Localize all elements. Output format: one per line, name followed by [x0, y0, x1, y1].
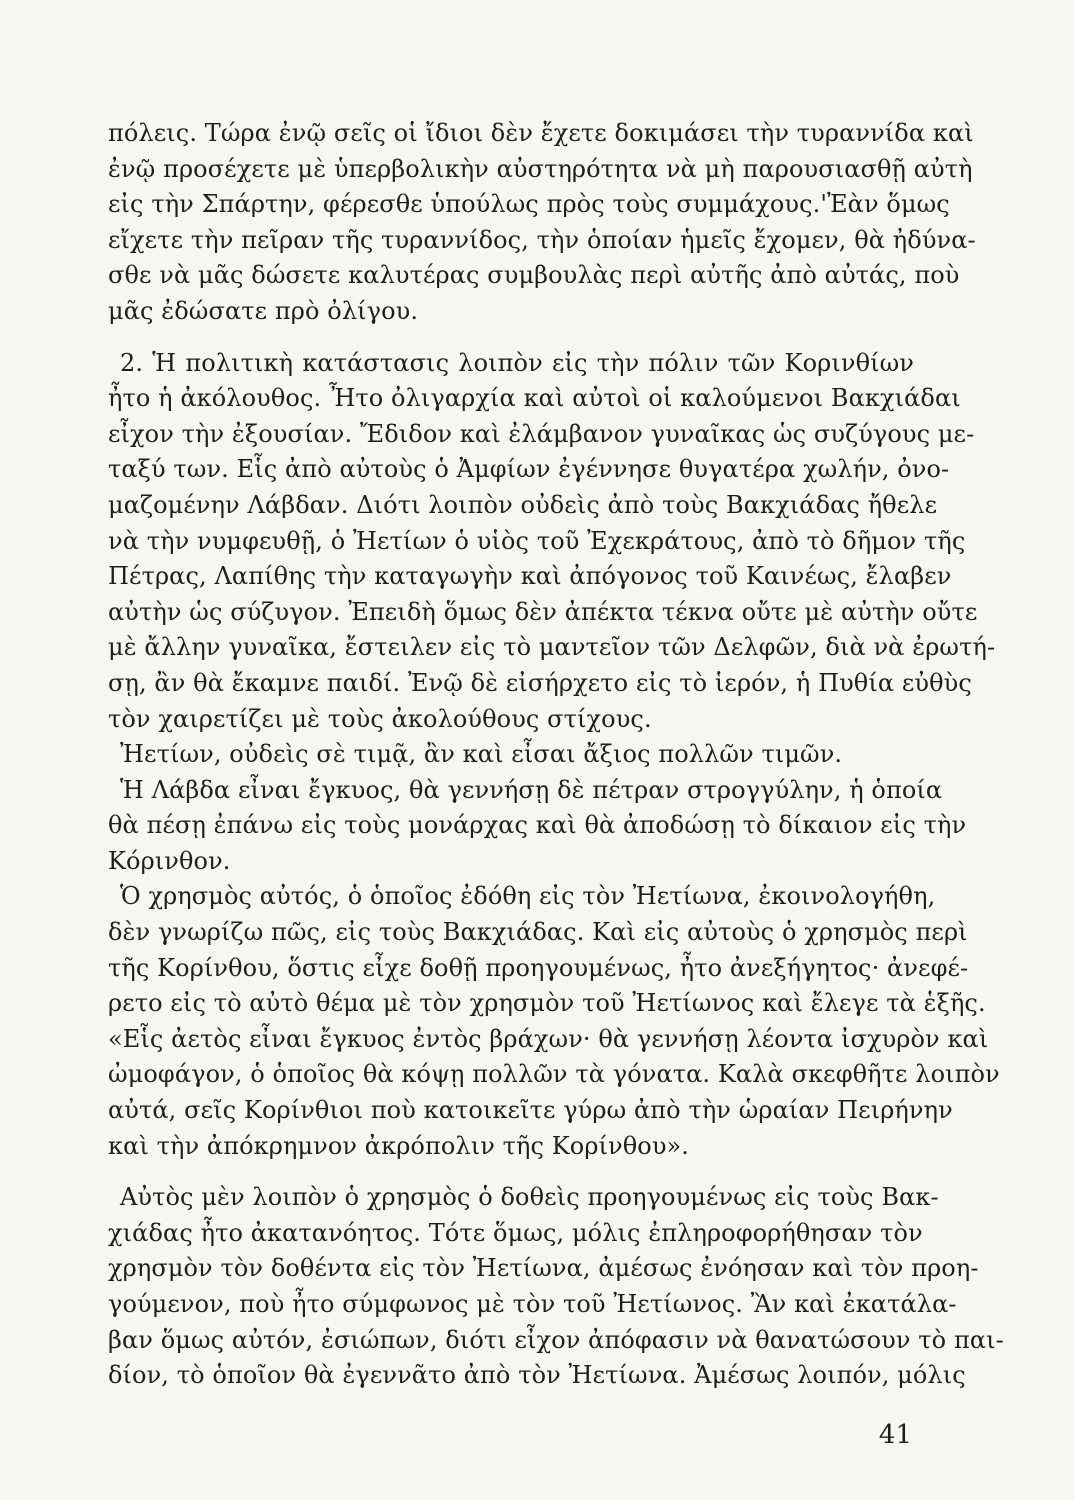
text-line: μὲ ἄλλην γυναῖκα, ἔστειλεν εἰς τὸ μαντεῖον τῶν Δελφῶν, διὰ νὰ ἐρωτή- — [108, 633, 996, 662]
text-line: καὶ τὴν ἀπόκρημνον ἀκρόπολιν τῆς Κορίνθου». — [108, 1131, 690, 1160]
text-line: Ὁ χρησμὸς αὐτός, ὁ ὁποῖος ἐδόθη εἰς τὸν Ἠετίωνα, ἐκοινολογήθη, — [120, 882, 936, 911]
text-line: αὐτά, σεῖς Κορίνθιοι ποὺ κατοικεῖτε γύρω ἀπὸ τὴν ὡραίαν Πειρήνην — [108, 1096, 953, 1125]
text-line: Αὐτὸς μὲν λοιπὸν ὁ χρησμὸς ὁ δοθεὶς προηγουμένως εἰς τοὺς Βακ- — [120, 1183, 939, 1212]
body-text — [108, 116, 1004, 1394]
text-line: τῆς Κορίνθου, ὅστις εἶχε δοθῇ προηγουμένως, ἦτο ἀνεξήγητος· ἀνεφέ- — [108, 953, 969, 982]
text-line: νὰ τὴν νυμφευθῇ, ὁ Ἠετίων ὁ υἱὸς τοῦ Ἐχεκράτους, ἀπὸ τὸ δῆμον τῆς — [108, 526, 966, 555]
paragraph-gap — [108, 1164, 914, 1180]
text-line: ὠμοφάγον, ὁ ὁποῖος θὰ κόψῃ πολλῶν τὰ γόνατα. Καλὰ σκεφθῆτε λοιπὸν — [108, 1060, 1000, 1089]
text-line: «Εἷς ἀετὸς εἶναι ἔγκυος ἐντὸς βράχων· θὰ γεννήσῃ λέοντα ἰσχυρὸν καὶ — [108, 1024, 989, 1053]
text-line: εἴχετε τὴν πεῖραν τῆς τυραννίδος, τὴν ὁποίαν ἡμεῖς ἔχομεν, θὰ ἠδύνα- — [108, 225, 976, 254]
text-line: μαζομένην Λάβδαν. Διότι λοιπὸν οὐδεὶς ἀπὸ τοὺς Βακχιάδας ἤθελε — [108, 490, 938, 519]
oracle-verse: Κόρινθον. — [108, 846, 231, 875]
text-line: εἶχον τὴν ἐξουσίαν. Ἔδιδον καὶ ἐλάμβανον γυναῖκας ὡς συζύγους με- — [108, 419, 975, 448]
text-line: σῃ, ἂν θὰ ἔκαμνε παιδί. Ἐνῷ δὲ εἰσήρχετο εἰς τὸ ἱερόν, ἡ Πυθία εὐθὺς — [108, 668, 972, 697]
text-line: πόλεις. Τώρα ἐνῷ σεῖς οἱ ἴδιοι δὲν ἔχετε δοκιμάσει τὴν τυραννίδα καὶ — [108, 119, 974, 147]
text-line: μᾶς ἐδώσατε πρὸ ὀλίγου. — [108, 296, 419, 325]
text-line: ἐνῷ προσέχετε μὲ ὑπερβολικὴν αὐστηρότητα νὰ μὴ παρουσιασθῇ αὐτὴ — [108, 154, 973, 183]
page-number: 41 — [878, 1420, 912, 1450]
text-line: χιάδας ἦτο ἀκατανόητος. Τότε ὅμως, μόλις ἐπληροφορήθησαν τὸν — [108, 1218, 923, 1247]
text-line: ρετο εἰς τὸ αὐτὸ θέμα μὲ τὸν χρησμὸν τοῦ Ἠετίωνος καὶ ἔλεγε τὰ ἑξῆς. — [108, 989, 986, 1018]
text-line: αὐτὴν ὡς σύζυγον. Ἐπειδὴ ὅμως δὲν ἀπέκτα τέκνα οὔτε μὲ αὐτὴν οὔτε — [108, 597, 978, 626]
text-line: 2. Ἡ πολιτικὴ κατάστασις λοιπὸν εἰς τὴν πόλιν τῶν Κορινθίων — [120, 348, 914, 377]
text-line: βαν ὅμως αὐτόν, ἐσιώπων, διότι εἶχον ἀπόφασιν νὰ θανατώσουν τὸ παι- — [108, 1325, 1004, 1354]
text-line: σθε νὰ μᾶς δώσετε καλυτέρας συμβουλὰς περὶ αὐτῆς ἀπὸ αὐτάς, ποὺ — [108, 261, 960, 290]
text-line: γούμενον, ποὺ ἦτο σύμφωνος μὲ τὸν τοῦ Ἠετίωνος. Ἂν καὶ ἐκατάλα- — [108, 1290, 957, 1318]
text-line: δίον, τὸ ὁποῖον θὰ ἐγεννᾶτο ἀπὸ τὸν Ἠετίωνα. Ἀμέσως λοιπόν, μόλις — [108, 1361, 966, 1390]
text-line: εἰς τὴν Σπάρτην, φέρεσθε ὑπούλως πρὸς τοὺς συμμάχους.'Ἐὰν ὅμως — [108, 190, 950, 219]
text-line: ταξύ των. Εἷς ἀπὸ αὐτοὺς ὁ Ἀμφίων ἐγέννησε θυγατέρα χωλήν, ὀνο- — [108, 455, 950, 484]
oracle-verse: θὰ πέσῃ ἐπάνω εἰς τοὺς μονάρχας καὶ θὰ ἀποδώσῃ τὸ δίκαιον εἰς τὴν — [108, 811, 967, 840]
text-line: ἦτο ἡ ἀκόλουθος. Ἦτο ὀλιγαρχία καὶ αὐτοὶ οἱ καλούμενοι Βακχιάδαι — [108, 384, 961, 413]
oracle-verse: Ἡ Λάβδα εἶναι ἔγκυος, θὰ γεννήσῃ δὲ πέτραν στρογγύλην, ἡ ὁποία — [120, 775, 943, 804]
text-line: χρησμὸν τὸν δοθέντα εἰς τὸν Ἠετίωνα, ἀμέσως ἐνόησαν καὶ τὸν προη- — [108, 1254, 979, 1283]
paragraph-gap — [108, 330, 914, 346]
text-line: τὸν χαιρετίζει μὲ τοὺς ἀκολούθους στίχους. — [108, 704, 652, 733]
text-line: δὲν γνωρίζω πῶς, εἰς τοὺς Βακχιάδας. Καὶ εἰς αὐτοὺς ὁ χρησμὸς περὶ — [108, 918, 968, 947]
oracle-verse: Ἠετίων, οὐδεὶς σὲ τιμᾷ, ἂν καὶ εἶσαι ἄξιος πολλῶν τιμῶν. — [120, 740, 843, 769]
text-line: Πέτρας, Λαπίθης τὴν καταγωγὴν καὶ ἀπόγονος τοῦ Καινέως, ἔλαβεν — [108, 562, 952, 591]
